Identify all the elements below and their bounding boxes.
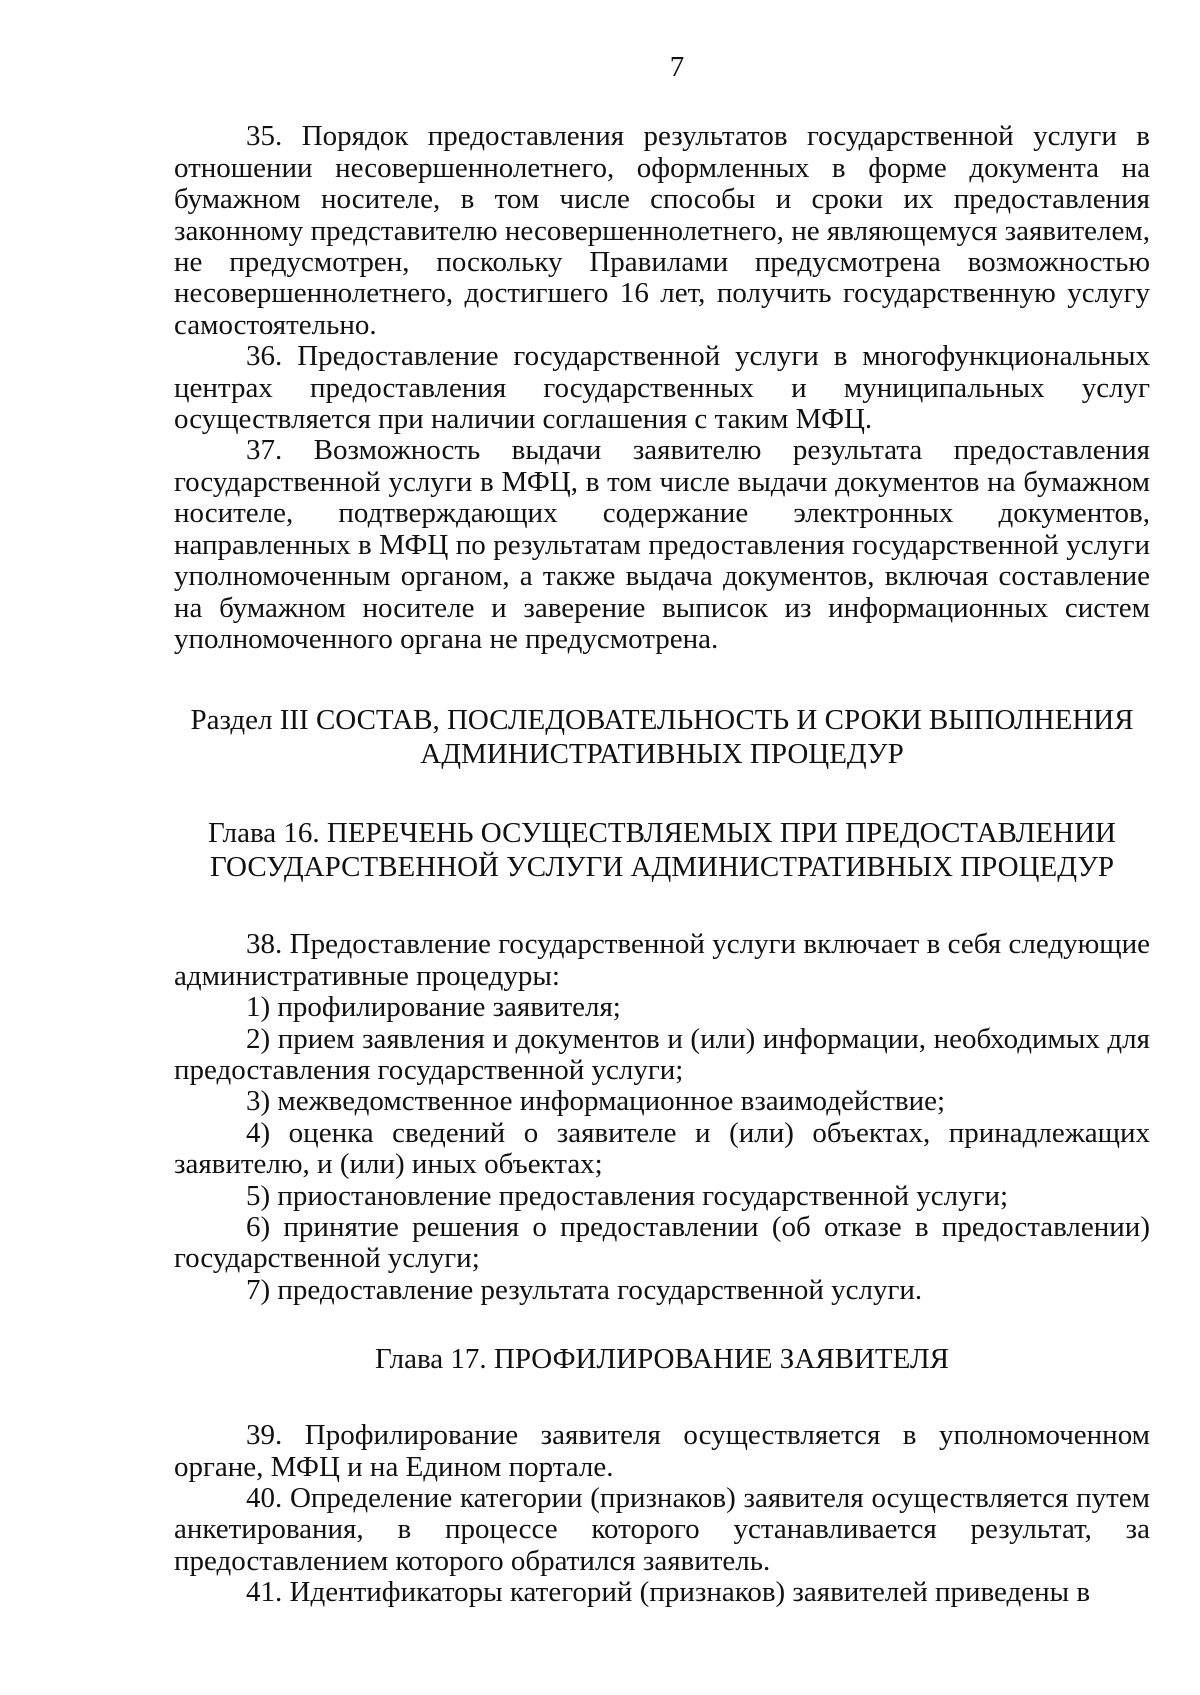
chapter-16-title-line-2: ГОСУДАРСТВЕННОЙ УСЛУГИ АДМИНИСТРАТИВНЫХ ПРОЦЕДУР	[209, 851, 1114, 884]
list-item: 5) приостановление предоставления государственной услуги;	[246, 1179, 1009, 1212]
list-item: 1) профилирование заявителя;	[246, 991, 621, 1024]
list-item: 3) межведомственное информационное взаимодействие;	[246, 1085, 946, 1118]
paragraph-36: 36. Предоставление государственной услуги в многофункциональных центрах предоставления государственных и муниципальных услуг осуществляется при наличии соглашения с таким МФЦ.	[174, 340, 1150, 436]
list-item: 2) прием заявления и документов и (или) информации, необходимых для предоставления государственной услуги;	[174, 1022, 1150, 1086]
section-3-title-line-1: Раздел III СОСТАВ, ПОСЛЕДОВАТЕЛЬНОСТЬ И СРОКИ ВЫПОЛНЕНИЯ	[190, 704, 1134, 737]
paragraph-40: 40. Определение категории (признаков) заявителя осуществляется путем анкетирования, в процессе которого устанавливается результат, за предоставлением которого обратился заявитель.	[174, 1482, 1150, 1577]
chapter-16-title	[174, 816, 1150, 884]
chapter-17-title: Глава 17. ПРОФИЛИРОВАНИЕ ЗАЯВИТЕЛЯ	[375, 1343, 949, 1376]
section-3-title-line-2: АДМИНИСТРАТИВНЫХ ПРОЦЕДУР	[420, 738, 904, 771]
paragraph-41: 41. Идентификаторы категорий (признаков) заявителей приведены в	[246, 1576, 1091, 1609]
chapter-16-title-line-1: Глава 16. ПЕРЕЧЕНЬ ОСУЩЕСТВЛЯЕМЫХ ПРИ ПРЕДОСТАВЛЕНИИ	[208, 817, 1116, 850]
paragraph-38: 38. Предоставление государственной услуги включает в себя следующие административные процедуры:	[174, 928, 1150, 992]
list-item: 7) предоставление результата государственной услуги.	[246, 1273, 923, 1306]
document-page	[174, 52, 1150, 1609]
list-item: 4) оценка сведений о заявителе и (или) объектах, принадлежащих заявителю, и (или) иных объектах;	[174, 1116, 1150, 1181]
section-3-title	[174, 703, 1150, 771]
paragraph-35: 35. Порядок предоставления результатов государственной услуги в отношении несовершеннолетнего, оформленных в форме документа на бумажном носителе, в том числе способы и сроки их предоставления законному представителю несовершеннолетнего, не являющемуся заявителем, не предусмотрен, поскольку Правилами предусмотрена возможностью несовершеннолетнего, достигшего 16 лет, получить государственную услугу самостоятельно.	[174, 120, 1150, 341]
list-item: 6) принятие решения о предоставлении (об отказе в предоставлении) государственной услуги;	[174, 1210, 1150, 1275]
page-number: 7	[669, 51, 685, 83]
paragraph-39: 39. Профилирование заявителя осуществляется в уполномоченном органе, МФЦ и на Едином портале.	[174, 1419, 1150, 1483]
paragraph-37: 37. Возможность выдачи заявителю результата предоставления государственной услуги в МФЦ, в том числе выдачи документов на бумажном носителе, подтверждающих содержание электронных документов, направленных в МФЦ по результатам предоставления государственной услуги уполномоченным органом, а также выдача документов, включая составление на бумажном носителе и заверение выписок из информационных систем уполномоченного органа не предусмотрена.	[174, 434, 1150, 655]
